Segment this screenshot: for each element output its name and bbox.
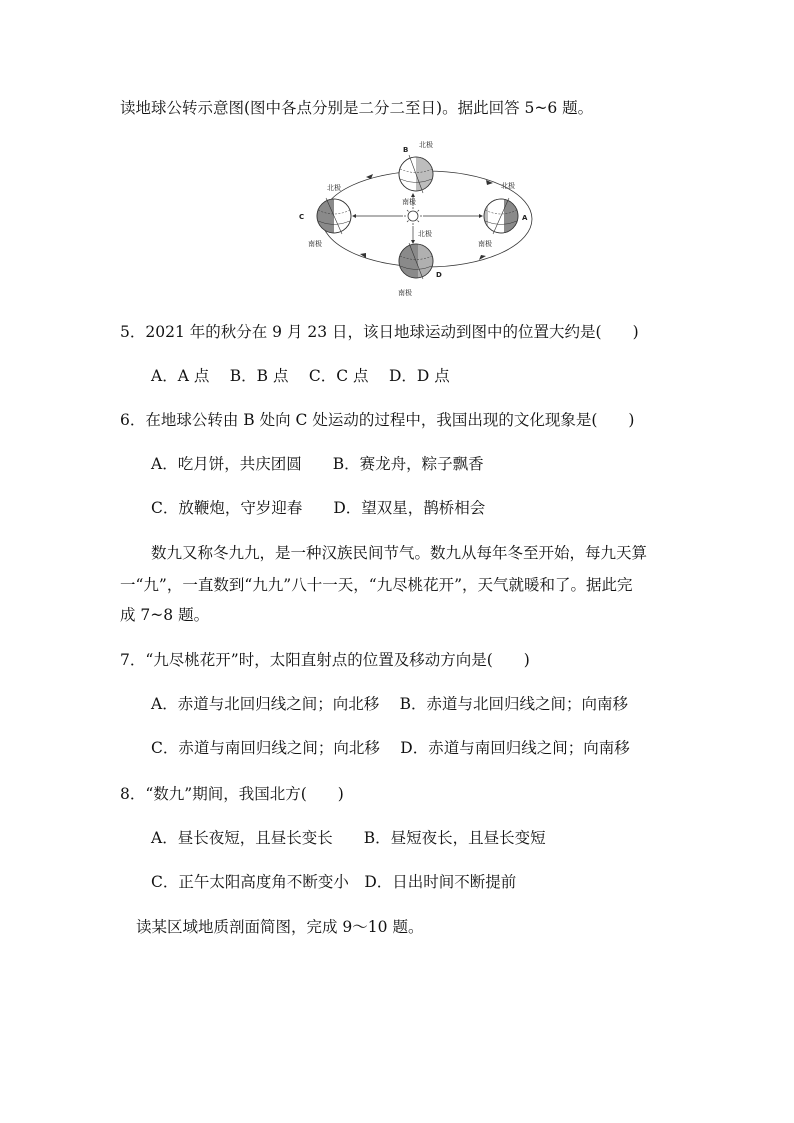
question-7-options-cd: C．赤道与南回归线之间；向北移 D．赤道与南回归线之间；向南移 [151, 739, 630, 757]
point-d-label: D [436, 271, 442, 279]
north-pole-label-c: 北极 [327, 184, 341, 192]
question-5-options: A．A 点 B．B 点 C．C 点 D．D 点 [151, 367, 450, 385]
earth-revolution-diagram [296, 136, 558, 300]
point-c-label: C [299, 213, 305, 221]
intro-5-6: 读地球公转示意图(图中各点分别是二分二至日)。据此回答 5~6 题。 [120, 99, 594, 117]
south-pole-label-a: 南极 [478, 240, 492, 248]
passage-line-3: 成 7~8 题。 [120, 606, 210, 624]
south-pole-label-d: 南极 [398, 289, 412, 297]
passage-line-1: 数九又称冬九九，是一种汉族民间节气。数九从每年冬至开始，每九天算 [151, 544, 648, 562]
earth-a-icon [482, 196, 524, 236]
north-pole-label-d: 北极 [418, 230, 432, 238]
north-pole-label-b: 北极 [419, 141, 433, 149]
question-5-stem: 5．2021 年的秋分在 9 月 23 日，该日地球运动到图中的位置大约是( ) [120, 323, 639, 341]
south-pole-label-b: 南极 [402, 198, 416, 206]
question-6-stem: 6．在地球公转由 B 处向 C 处运动的过程中，我国出现的文化现象是( ) [120, 411, 635, 429]
question-7-stem: 7．“九尽桃花开”时，太阳直射点的位置及移动方向是( ) [120, 651, 530, 669]
question-8-stem: 8．“数九”期间，我国北方( ) [120, 785, 344, 803]
intro-9-10: 读某区域地质剖面简图，完成 9～10 题。 [136, 918, 424, 936]
point-a-label: A [522, 214, 528, 222]
question-6-options-cd: C．放鞭炮，守岁迎春 D．望双星，鹊桥相会 [151, 499, 486, 517]
north-pole-label-a: 北极 [501, 182, 515, 190]
earth-c-icon [314, 196, 351, 236]
question-6-options-ab: A．吃月饼，共庆团圆 B．赛龙舟，粽子飘香 [151, 455, 484, 473]
question-8-options-cd: C．正午太阳高度角不断变小 D．日出时间不断提前 [151, 873, 517, 891]
sun-icon [404, 207, 422, 225]
south-pole-label-c: 南极 [308, 240, 322, 248]
point-b-label: B [403, 146, 409, 154]
earth-d-icon [396, 241, 438, 281]
passage-line-2: 一“九”，一直数到“九九”八十一天，“九尽桃花开”，天气就暖和了。据此完 [120, 576, 633, 594]
question-8-options-ab: A．昼长夜短，且昼长变长 B．昼短夜长，且昼长变短 [151, 829, 546, 847]
question-7-options-ab: A．赤道与北回归线之间；向北移 B．赤道与北回归线之间；向南移 [151, 695, 629, 713]
earth-b-icon [399, 154, 436, 194]
